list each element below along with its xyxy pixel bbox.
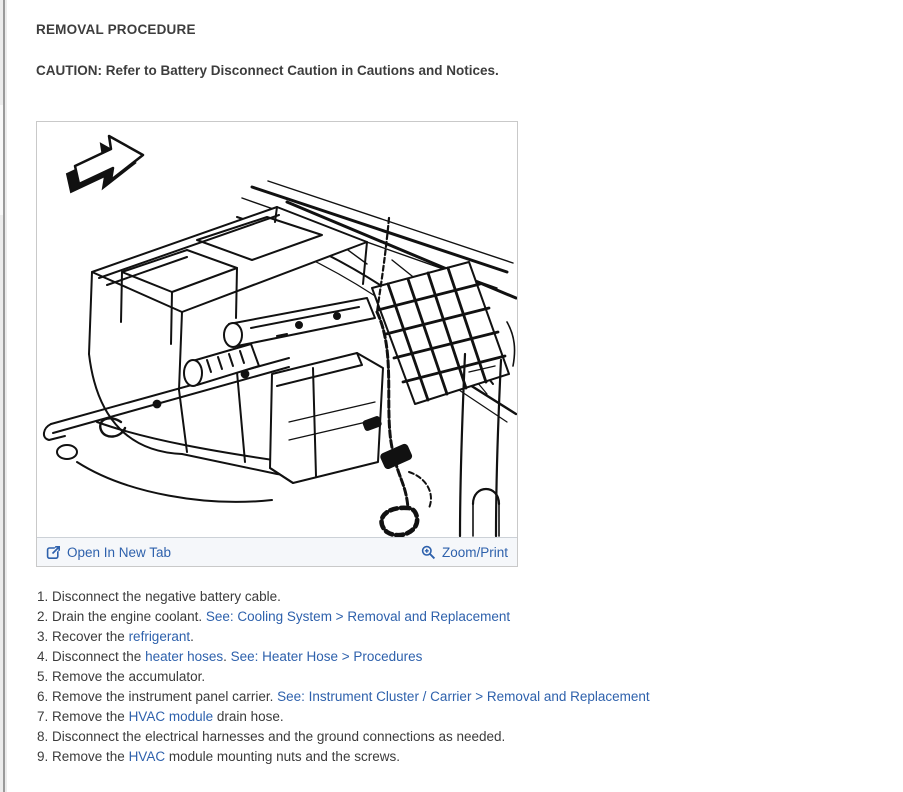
scrollbar-rail — [3, 0, 5, 792]
open-in-new-tab-button[interactable] — [46, 545, 171, 560]
step-number: 4. — [37, 649, 53, 664]
step-number: 8. — [37, 729, 53, 744]
left-scrollbar[interactable] — [0, 0, 7, 792]
procedure-steps — [37, 587, 650, 767]
step-link[interactable]: See: Cooling System > Removal and Replacement — [205, 609, 511, 624]
step-text: Disconnect the electrical harnesses and the ground connections as needed. — [52, 729, 506, 744]
step-text: Remove the instrument panel carrier. — [52, 689, 278, 704]
step-text: Remove the — [52, 749, 129, 764]
step-link[interactable]: See: Instrument Cluster / Carrier > Removal and Replacement — [277, 689, 650, 704]
procedure-step — [37, 627, 650, 647]
step-text: Remove the — [52, 709, 129, 724]
procedure-step — [37, 607, 650, 627]
step-number: 2. — [37, 609, 53, 624]
procedure-step — [37, 647, 650, 667]
step-text: Recover the — [52, 629, 129, 644]
procedure-step — [37, 687, 650, 707]
step-number: 3. — [37, 629, 53, 644]
procedure-step — [37, 727, 650, 747]
step-number: 6. — [37, 689, 53, 704]
step-link[interactable]: HVAC — [128, 749, 166, 764]
step-text: module mounting nuts and the screws. — [165, 749, 400, 764]
zoom-print-icon — [421, 545, 436, 560]
open-in-new-tab-label: Open In New Tab — [67, 544, 172, 560]
step-text: drain hose. — [213, 709, 284, 724]
step-link[interactable]: See: Heater Hose > Procedures — [230, 649, 423, 664]
step-text: Disconnect the negative battery cable. — [52, 589, 281, 604]
step-link[interactable]: heater hoses — [145, 649, 224, 664]
step-number: 1. — [37, 589, 53, 604]
step-link[interactable]: refrigerant — [128, 629, 191, 644]
step-link[interactable]: HVAC module — [128, 709, 214, 724]
procedure-step — [37, 667, 650, 687]
hvac-module-illustration — [37, 122, 517, 537]
zoom-print-label: Zoom/Print — [441, 544, 508, 560]
page-title: REMOVAL PROCEDURE — [36, 22, 196, 37]
caution-text: CAUTION: Refer to Battery Disconnect Caution in Cautions and Notices. — [36, 63, 499, 78]
step-text: Remove the accumulator. — [52, 669, 206, 684]
step-number: 5. — [37, 669, 53, 684]
figure-toolbar — [37, 537, 517, 566]
step-number: 7. — [37, 709, 53, 724]
procedure-step — [37, 707, 650, 727]
step-text: . — [223, 649, 231, 664]
step-text: Disconnect the — [52, 649, 146, 664]
step-text: . — [190, 629, 194, 644]
step-text: Drain the engine coolant. — [52, 609, 206, 624]
procedure-step — [37, 587, 650, 607]
illustration-frame — [36, 121, 518, 567]
open-in-new-tab-icon — [46, 545, 61, 560]
zoom-print-button[interactable] — [421, 545, 508, 560]
procedure-step — [37, 747, 650, 767]
step-number: 9. — [37, 749, 53, 764]
